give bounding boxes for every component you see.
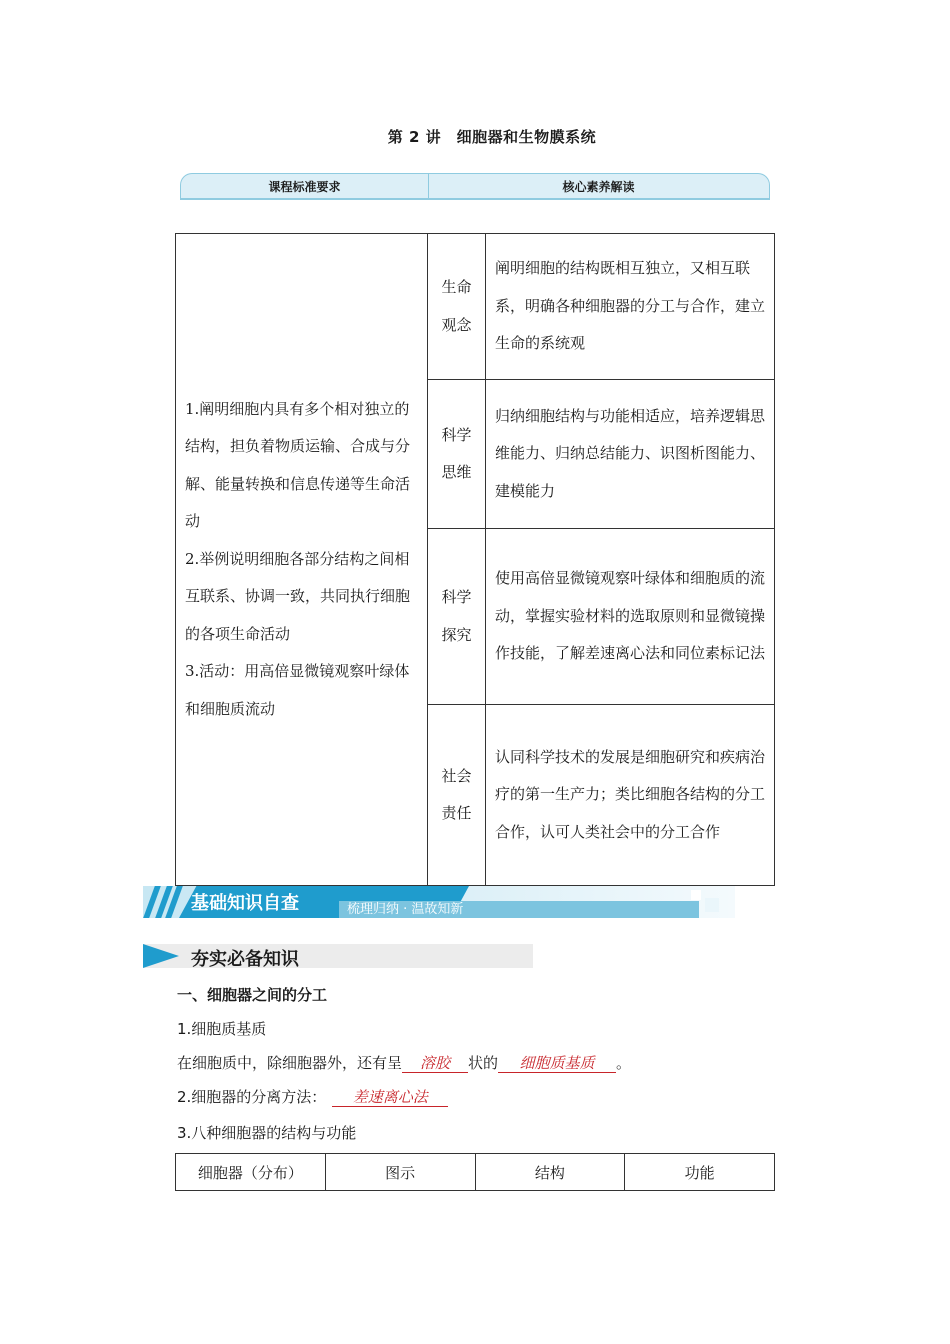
text-segment: 状的: [468, 1054, 499, 1072]
header-core-literacy: 核心素养解读: [562, 179, 635, 194]
category-cell: [428, 234, 486, 380]
category-label: 社会: [441, 766, 472, 785]
item-title: 2.细胞器的分离方法：: [177, 1088, 327, 1106]
category-label: 观念: [441, 315, 472, 334]
organelle-table: [175, 1153, 775, 1191]
banner-square-decoration: [691, 890, 701, 900]
triangle-marker-icon: [143, 944, 179, 968]
item-title: 3.八种细胞器的结构与功能: [177, 1124, 357, 1142]
banner-subtitle: 梳理归纳 · 温故知新: [339, 901, 699, 918]
category-label: 生命: [441, 278, 472, 296]
category-label: 科学: [441, 588, 472, 606]
item-text: [177, 1086, 448, 1107]
standards-table: [175, 233, 775, 886]
table-header: 结构: [475, 1154, 625, 1191]
answer-blank: 溶胶: [402, 1054, 468, 1073]
category-label: 探究: [441, 625, 472, 644]
description-cell: 阐明细胞的结构既相互独立，又相互联系，明确各种细胞器的分工与合作，建立生命的系统观: [486, 234, 775, 380]
answer-blank: 细胞质基质: [498, 1054, 616, 1073]
category-label: 思维: [441, 463, 472, 481]
table-header: 细胞器（分布）: [176, 1154, 326, 1191]
banner-square-decoration: [705, 898, 719, 912]
requirement-item: 1.阐明细胞内具有多个相对独立的结构，担负着物质运输、合成与分解、能量转换和信息传递等生命活动: [185, 399, 411, 531]
subsection-heading: 一、细胞器之间的分工: [177, 986, 328, 1004]
category-label: 科学: [441, 425, 472, 444]
text-segment: 。: [616, 1054, 632, 1072]
category-cell: [428, 380, 486, 529]
section-heading: 夯实必备知识: [191, 949, 299, 970]
header-course-standards: 课程标准要求: [181, 174, 429, 198]
section-heading-bar: [143, 944, 533, 968]
text-segment: 在细胞质中，除细胞器外，还有呈: [177, 1054, 403, 1072]
requirements-cell: [176, 234, 428, 886]
table-header: 图示: [325, 1154, 475, 1191]
requirement-item: 3.活动：用高倍显微镜观察叶绿体和细胞质流动: [185, 662, 410, 718]
category-label: 责任: [441, 804, 472, 822]
banner-title: 基础知识自查: [191, 893, 299, 914]
category-cell: [428, 529, 486, 705]
answer-blank: 差速离心法: [332, 1088, 448, 1107]
page-title: 第 2 讲 细胞器和生物膜系统: [387, 128, 597, 146]
item-text: [177, 1052, 631, 1073]
requirement-item: 2.举例说明细胞各部分结构之间相互联系、协调一致，共同执行细胞的各项生命活动: [185, 549, 411, 643]
basic-knowledge-banner: [143, 886, 735, 918]
standards-header-bar: [180, 173, 770, 200]
description-cell: 使用高倍显微镜观察叶绿体和细胞质的流动，掌握实验材料的选取原则和显微镜操作技能，了解差速离心法和同位素标记法: [486, 529, 775, 705]
item-title: 1.细胞质基质: [177, 1020, 267, 1038]
description-cell: 归纳细胞结构与功能相适应，培养逻辑思维能力、归纳总结能力、识图析图能力、建模能力: [486, 380, 775, 529]
category-cell: [428, 705, 486, 886]
description-cell: 认同科学技术的发展是细胞研究和疾病治疗的第一生产力；类比细胞各结构的分工合作，认可人类社会中的分工合作: [486, 705, 775, 886]
table-header: 功能: [625, 1154, 775, 1191]
